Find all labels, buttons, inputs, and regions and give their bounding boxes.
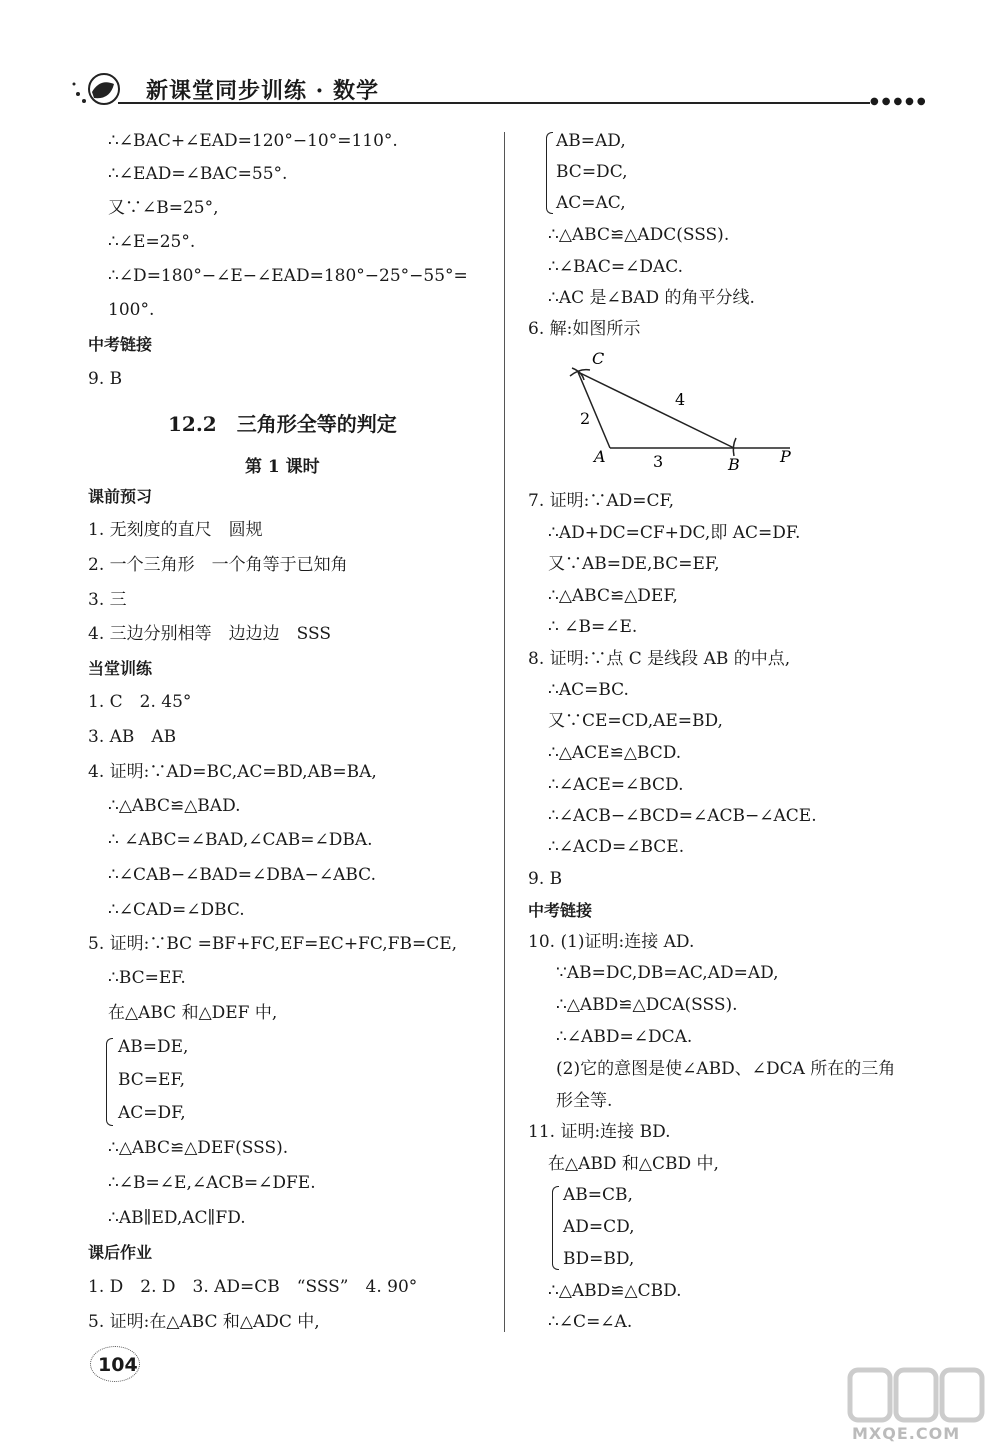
section-heading: 当堂训练 (88, 659, 153, 678)
text-line: ∴∠ACB−∠BCD=∠ACB−∠ACE. (548, 806, 817, 826)
text-line: ∴BC=EF. (108, 968, 186, 988)
text-line: ∴∠D=180°−∠E−∠EAD=180°−25°−55°= (108, 266, 468, 286)
text-line: ∴∠CAD=∠DBC. (108, 900, 245, 920)
triangle-construction-figure (560, 350, 800, 475)
text-line: 100°. (108, 300, 155, 320)
watermark-text: MXQE.COM (852, 1424, 961, 1443)
text-line: ∴AD+DC=CF+DC,即 AC=DF. (548, 523, 801, 543)
text-line: 3. 三 (88, 590, 127, 610)
text-line: ∴AC=BC. (548, 680, 629, 700)
text-line: 9. B (528, 869, 563, 889)
text-line: ∴∠BAC=∠DAC. (548, 257, 684, 277)
lesson-title: 第 1 课时 (245, 457, 320, 477)
label-p: P (780, 447, 791, 466)
text-line: 在△ABC 和△DEF 中, (108, 1003, 278, 1023)
text-line: 1. 无刻度的直尺 圆规 (88, 520, 263, 540)
text-line: BC=DC, (556, 162, 628, 182)
label-c: C (592, 350, 605, 368)
label-side-3: 3 (653, 452, 664, 471)
text-line: ∴AB∥ED,AC∥FD. (108, 1208, 246, 1228)
text-line: AC=DF, (118, 1103, 186, 1123)
label-side-2: 2 (580, 409, 591, 428)
text-line: ∴∠EAD=∠BAC=55°. (108, 164, 288, 184)
text-line: 1. D 2. D 3. AD=CB “SSS” 4. 90° (88, 1277, 418, 1297)
label-b: B (728, 455, 740, 474)
text-line: 3. AB AB (88, 727, 177, 747)
text-line: ∴△ABC≌△ADC(SSS). (548, 225, 730, 245)
text-line: BD=BD, (563, 1249, 635, 1269)
equation-brace (546, 132, 553, 214)
text-line: 7. 证明:∵AD=CF, (528, 491, 675, 511)
column-divider (504, 132, 505, 1332)
text-line: ∵AB=DC,DB=AC,AD=AD, (556, 963, 779, 983)
text-line: (2)它的意图是使∠ABD、∠DCA 所在的三角 (556, 1059, 896, 1079)
text-line: ∴∠B=∠E,∠ACB=∠DFE. (108, 1173, 316, 1193)
text-line: ∴∠ACD=∠BCE. (548, 837, 685, 857)
text-line: 11. 证明:连接 BD. (528, 1122, 671, 1142)
page-number: 104 (98, 1354, 138, 1376)
text-line: 又∵CE=CD,AE=BD, (548, 711, 723, 731)
section-heading: 中考链接 (88, 335, 153, 354)
text-line: AD=CD, (563, 1217, 635, 1237)
text-line: ∴∠CAB−∠BAD=∠DBA−∠ABC. (108, 865, 376, 885)
text-line: AB=AD, (556, 131, 626, 151)
text-line: ∴AC 是∠BAD 的角平分线. (548, 288, 755, 308)
text-line: ∴△ABD≌△CBD. (548, 1281, 682, 1301)
label-side-4: 4 (675, 390, 686, 409)
text-line: ∴∠ACE=∠BCD. (548, 775, 684, 795)
text-line: 5. 证明:在△ABC 和△ADC 中, (88, 1312, 320, 1332)
text-line: ∴ ∠B=∠E. (548, 617, 638, 637)
text-line: ∴△ABC≌△DEF, (548, 586, 678, 606)
header-title: 新课堂同步训练 · 数学 (146, 78, 379, 104)
section-heading: 中考链接 (528, 901, 593, 920)
text-line: ∴△ACE≌△BCD. (548, 743, 682, 763)
section-heading: 课前预习 (88, 487, 153, 506)
text-line: 9. B (88, 369, 123, 389)
text-line: ∴△ABC≌△DEF(SSS). (108, 1138, 289, 1158)
equation-brace (106, 1038, 113, 1126)
text-line: 6. 解:如图所示 (528, 319, 641, 339)
text-line: ∴△ABD≌△DCA(SSS). (556, 995, 738, 1015)
text-line: 10. (1)证明:连接 AD. (528, 932, 695, 952)
side-cb (578, 372, 734, 448)
text-line: ∴ ∠ABC=∠BAD,∠CAB=∠DBA. (108, 830, 373, 850)
text-line: ∴∠ABD=∠DCA. (556, 1027, 693, 1047)
text-line: 在△ABD 和△CBD 中, (548, 1154, 719, 1174)
section-heading: 课后作业 (88, 1243, 153, 1262)
text-line: 4. 证明:∵AD=BC,AC=BD,AB=BA, (88, 762, 377, 782)
text-line: AC=AC, (556, 193, 626, 213)
text-line: 又∵∠B=25°, (108, 198, 219, 218)
text-line: 4. 三边分别相等 边边边 SSS (88, 624, 331, 644)
text-line: AB=CB, (563, 1185, 633, 1205)
text-line: ∴△ABC≌△BAD. (108, 796, 241, 816)
text-line: 2. 一个三角形 一个角等于已知角 (88, 555, 348, 575)
text-line: AB=DE, (118, 1037, 189, 1057)
text-line: 5. 证明:∵BC =BF+FC,EF=EC+FC,FB=CE, (88, 934, 458, 954)
text-line: 8. 证明:∵点 C 是线段 AB 的中点, (528, 649, 791, 669)
label-a: A (594, 447, 606, 466)
equation-brace (552, 1186, 559, 1270)
text-line: BC=EF, (118, 1070, 186, 1090)
text-line: 1. C 2. 45° (88, 692, 192, 712)
header-dots-decoration: ●●●●● (870, 96, 929, 107)
header-rule (118, 102, 870, 104)
text-line: ∴∠E=25°. (108, 232, 196, 252)
construction-arc (733, 438, 736, 456)
text-line: 又∵AB=DE,BC=EF, (548, 554, 720, 574)
section-title: 12.2 三角形全等的判定 (168, 412, 397, 436)
text-line: ∴∠C=∠A. (548, 1312, 633, 1332)
text-line: 形全等. (556, 1091, 613, 1111)
text-line: ∴∠BAC+∠EAD=120°−10°=110°. (108, 131, 398, 151)
